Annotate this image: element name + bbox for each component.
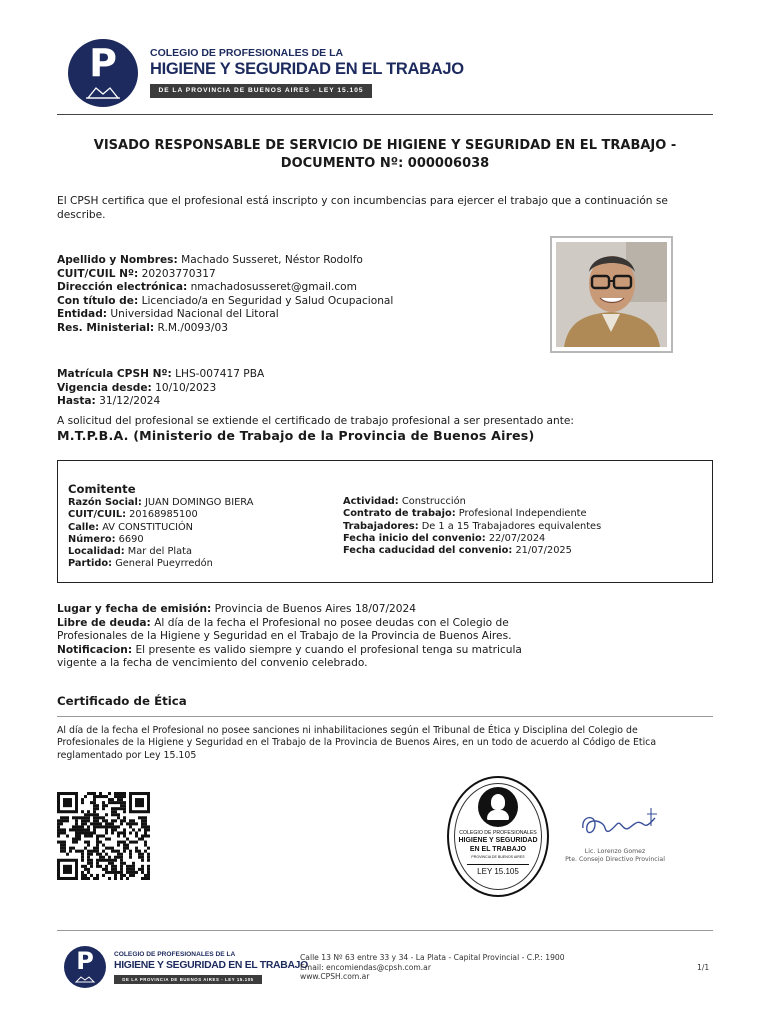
nombre-label: Apellido y Nombres: [57, 254, 178, 266]
footer-address: Calle 13 Nº 63 entre 33 y 34 - La Plata - Capital Provincial - C.P.: 1900 [300, 953, 565, 962]
titulo-label: Con título de: [57, 294, 139, 307]
footer-contact [300, 953, 565, 982]
res-label: Res. Ministerial: [57, 321, 155, 334]
document-title [57, 137, 713, 173]
etica-line3: reglamentado por Ley 15.105 [57, 749, 197, 761]
firma-role: Pte. Consejo Directivo Provincial [565, 856, 665, 863]
intro-text: El CPSH certifica que el profesional está inscripto y con incumbencias para ejercer el trabajo que a continuación se describe. [57, 195, 668, 221]
p-plus-icon: P [89, 41, 117, 85]
logo-title-line1: COLEGIO DE PROFESIONALES DE LA [150, 47, 344, 59]
professional-info [57, 254, 537, 336]
seal-line1: COLEGIO DE PROFESIONALES [459, 830, 537, 836]
entidad-label: Entidad: [57, 308, 108, 321]
titulo-value: Licenciado/a en Seguridad y Salud Ocupacional [141, 294, 394, 307]
matricula-label: Matrícula CPSH Nº: [57, 368, 172, 380]
hasta-label: Hasta: [57, 395, 96, 408]
comitente-heading: Comitente [68, 482, 136, 496]
comitente-row: Calle: AV CONSTITUCIÓN [68, 521, 194, 533]
colegio-seal [447, 776, 549, 897]
seal-line4: PROVINCIA DE BUENOS AIRES [471, 855, 525, 859]
deuda-label: Libre de deuda: [57, 616, 151, 629]
logo-title-line2: HIGIENE Y SEGURIDAD EN EL TRABAJO [150, 60, 464, 78]
footer-divider [57, 930, 713, 931]
etica-line2: Profesionales de la Higiene y Seguridad en el Trabajo de la Provincia de Buenos Aires, en un todo de acuerdo al Código de Etica [57, 737, 657, 749]
comitente-row: Partido: General Pueyrredón [68, 558, 213, 570]
logo-subtitle-bar: DE LA PROVINCIA DE BUENOS AIRES - LEY 15.105 [150, 84, 372, 98]
notif-label: Notificacion: [57, 643, 133, 656]
comitente-row: Número: 6690 [68, 533, 144, 545]
firma-name: Lic. Lorenzo Gomez [584, 848, 646, 855]
solicitud-text: A solicitud del profesional se extiende el certificado de trabajo profesional a ser presentado ante: [57, 415, 575, 427]
footer-logo-line2: HIGIENE Y SEGURIDAD EN EL TRABAJO [114, 960, 308, 971]
seal-emblem-icon [478, 787, 518, 827]
signature-image [577, 806, 661, 846]
comitente-row: Contrato de trabajo: Profesional Independiente [343, 508, 587, 520]
entidad-value: Universidad Nacional del Litoral [110, 308, 279, 321]
qr-code[interactable] [57, 792, 150, 880]
seal-line5: LEY 15.105 [467, 864, 529, 878]
title-line1: VISADO RESPONSABLE DE SERVICIO DE HIGIENE Y SEGURIDAD EN EL TRABAJO - [93, 138, 677, 153]
lugar-value: Provincia de Buenos Aires 18/07/2024 [214, 603, 416, 615]
deuda-line1: Al día de la fecha el Profesional no posee deudas con el Colegio de [154, 616, 509, 629]
notif-line2: vigente a la fecha de vencimiento del convenio celebrado. [57, 657, 368, 670]
cuit-value: 20203770317 [141, 267, 216, 280]
footer-email[interactable]: Email: encomiendas@cpsh.com.ar [300, 962, 431, 972]
vigencia-value: 10/10/2023 [155, 381, 217, 394]
etica-divider [57, 716, 713, 717]
matricula-info [57, 368, 537, 409]
p-plus-icon: P [76, 947, 94, 975]
notif-line1: El presente es valido siempre y cuando el profesional tenga su matricula [135, 643, 522, 656]
footer-logo-bar: DE LA PROVINCIA DE BUENOS AIRES - LEY 15.105 [114, 975, 262, 984]
comitente-right-column [343, 496, 601, 557]
footer-web[interactable]: www.CPSH.com.ar [300, 972, 370, 982]
comitente-box [57, 460, 713, 583]
lugar-label: Lugar y fecha de emisión: [57, 603, 212, 615]
comitente-row: Trabajadores: De 1 a 15 Trabajadores equivalentes [343, 520, 602, 532]
nombre-value: Machado Susseret, Néstor Rodolfo [181, 254, 363, 266]
email-value: nmachadosusseret@gmail.com [190, 281, 357, 294]
comitente-left-column [68, 497, 253, 571]
title-line2: DOCUMENTO Nº: 000006038 [280, 156, 490, 171]
cuit-label: CUIT/CUIL Nº: [57, 267, 139, 280]
footer-logo-emblem [64, 946, 106, 988]
comitente-row: Localidad: Mar del Plata [68, 546, 192, 558]
destinatario-text: M.T.P.B.A. (Ministerio de Trabajo de la Provincia de Buenos Aires) [57, 428, 535, 443]
header-divider [57, 114, 713, 115]
portrait-image [556, 242, 667, 347]
seal-line2: HIGIENE Y SEGURIDAD [458, 837, 538, 844]
page-number: 1/1 [697, 963, 710, 972]
professional-photo [550, 236, 673, 353]
vigencia-label: Vigencia desde: [57, 381, 152, 394]
deuda-line2: Profesionales de la Higiene y Seguridad en el Trabajo de la Provincia de Buenos Aires. [57, 630, 512, 643]
comitente-row: Actividad: Construcción [343, 496, 466, 507]
comitente-row: Fecha inicio del convenio: 22/07/2024 [343, 532, 546, 544]
etica-heading: Certificado de Ética [57, 694, 187, 708]
signature-caption [560, 848, 670, 864]
building-icon [86, 85, 120, 99]
building-icon [75, 975, 95, 983]
comitente-row: CUIT/CUIL: 20168985100 [68, 509, 198, 521]
comitente-row: Razón Social: JUAN DOMINGO BIERA [68, 497, 254, 508]
res-value: R.M./0093/03 [157, 321, 228, 334]
footer-logo-line1: COLEGIO DE PROFESIONALES DE LA [114, 951, 236, 958]
emision-info [57, 603, 617, 671]
email-label: Dirección electrónica: [57, 281, 188, 294]
cpsh-logo-emblem [68, 39, 138, 107]
etica-text [57, 725, 656, 762]
seal-line3: EN EL TRABAJO [469, 845, 527, 853]
comitente-row: Fecha caducidad del convenio: 21/07/2025 [343, 545, 572, 557]
hasta-value: 31/12/2024 [99, 395, 161, 408]
matricula-value: LHS-007417 PBA [175, 368, 265, 380]
etica-line1: Al día de la fecha el Profesional no posee sanciones ni inhabilitaciones según el Tribunal de Ética y Disciplina del Colegio de [57, 725, 638, 736]
